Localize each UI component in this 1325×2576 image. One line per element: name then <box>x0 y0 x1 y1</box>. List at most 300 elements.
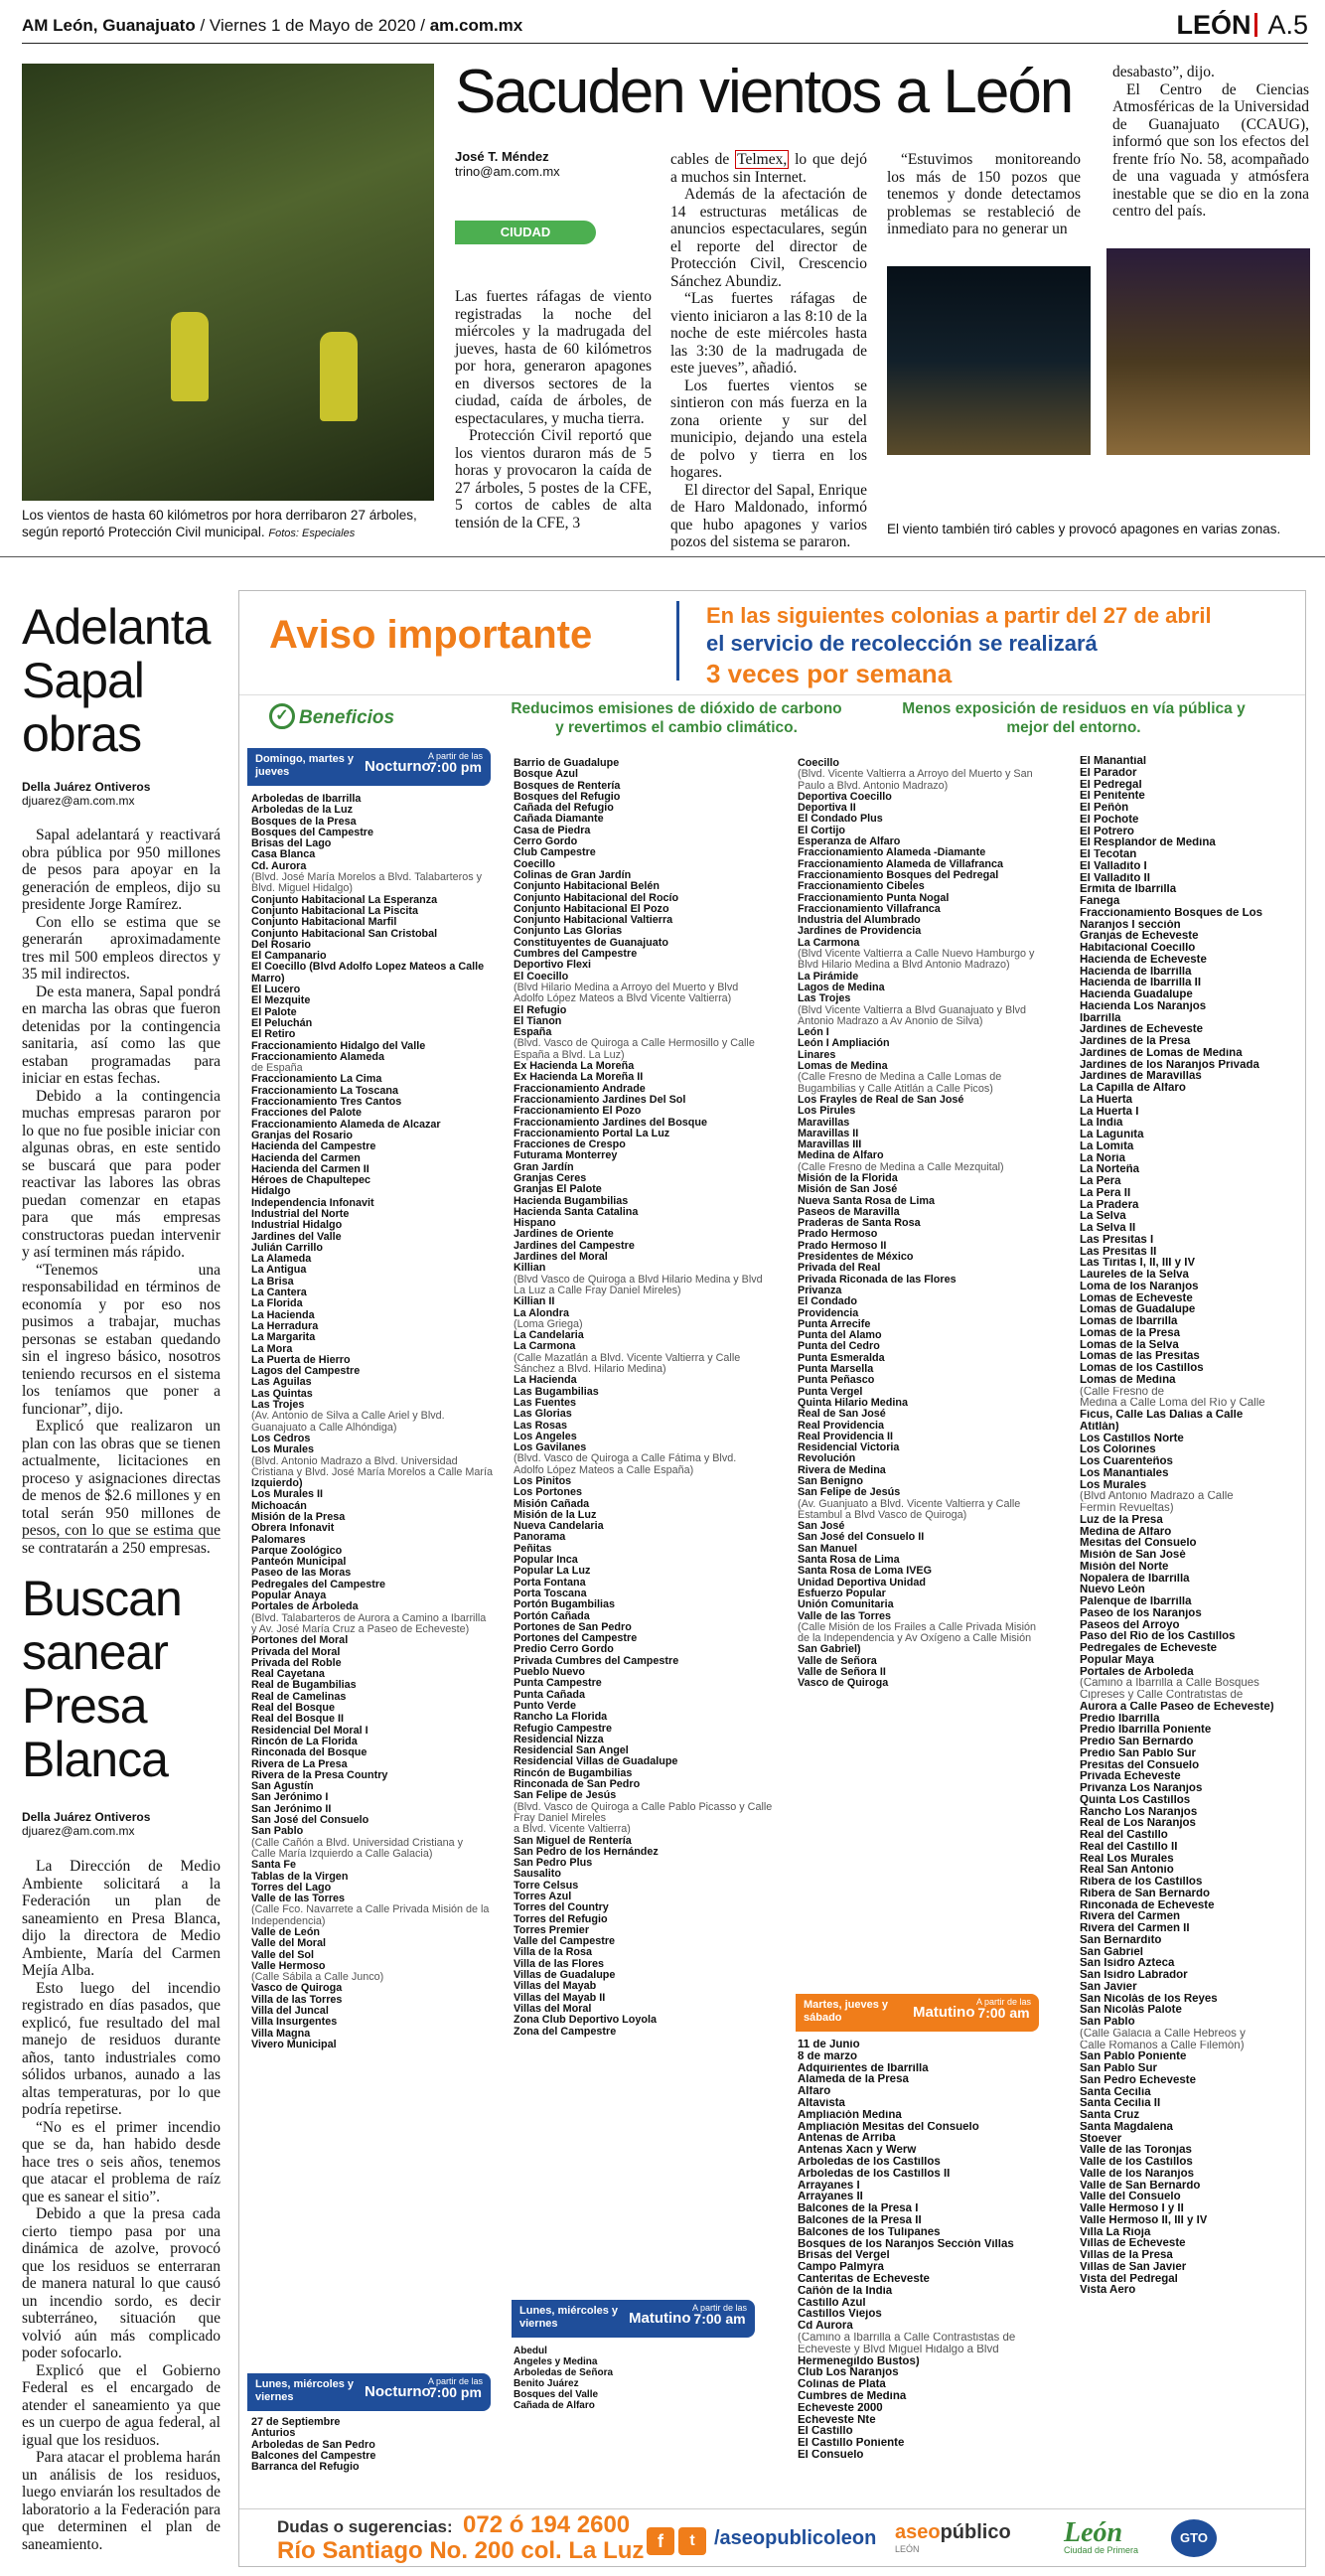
colonia-item: Bosques de Rentería <box>514 780 621 792</box>
colonia-item: Lomas de Medina <box>1080 1374 1176 1386</box>
colonia-item: Santa Magdalena <box>1080 2121 1173 2133</box>
colonia-item: La Carmona <box>798 937 860 949</box>
colonia-item: Pedregales del Campestre <box>251 1579 386 1591</box>
colonia-item: Residencial Villas de Guadalupe <box>514 1756 678 1768</box>
colonia-item: Industrial del Norte <box>251 1208 350 1220</box>
colonia-item: El Peluchán <box>251 1017 313 1029</box>
colonias-list <box>251 2417 502 2473</box>
night-street-photo <box>887 266 1091 455</box>
colonia-item: (Loma Griega) <box>514 1318 583 1330</box>
colonia-item: Los Murales <box>251 1444 314 1456</box>
colonia-item: El Campanario <box>251 951 327 963</box>
colonia-item: Héroes de Chapultepec <box>251 1175 370 1187</box>
colonia-item: Torres Premier <box>514 1924 590 1936</box>
colonia-item: Rivera del Carmen II <box>1080 1923 1190 1934</box>
colonia-item: Privada Riconada de las Flores <box>798 1274 957 1286</box>
issue-date: Viernes 1 de Mayo de 2020 <box>209 16 416 35</box>
colonia-item: El Potrero <box>1080 826 1134 837</box>
colonia-item: Hacienda Santa Catalina <box>514 1206 639 1218</box>
colonia-item: El Condado Plus <box>798 814 883 826</box>
colonia-item: Industrial Hidalgo <box>251 1220 343 1232</box>
colonia-item: El Mezquite <box>251 995 311 1007</box>
author-name: José T. Méndez <box>455 149 549 164</box>
colonia-item: Fraccionamiento Jardines Del Sol <box>514 1094 686 1106</box>
colonia-item: Conjunto Habitacional Belén <box>514 881 660 893</box>
photo-caption: Los vientos de hasta 60 kilómetros por hora derribaron 27 árboles, según reportó Protección Civil municipal. Fotos: Especiales <box>22 508 417 539</box>
story-body: Sapal adelantará y reactivará obra pública por 950 millones de pesos para apoyar en la generación de empleos, dijo su presidente Jorge Ramírez. Con ello se estima que se generarán aproximadamente tres mil 500 empleos directos y 35 mil indirectos. De esta manera, Sapal pondrá en marcha las obras que fueron detenidas por la contingencia sanitaria, así como las que estaban programadas para iniciar en estas fechas. Debido a la contingencia muchas empresas pararon por lo que no fue posible iniciar con algunas obras, en este sentido se buscará que para poder reactivar las labores las obras puedan comenzar en etapas para que más empresas constructoras puedan intervenir y así terminen más rápido. “Tenemos una responsabilidad en términos de economía y por eso nos pusimos a trabajar, muchas personas se estaban quedando sin el ingreso básico, nosotros teniendo recursos en el sistema los teníamos que poner a funcionar”, dijo. Explicó que realizaron un plan con las obras que se tienen actualmente, licitaciones en proceso y asignaciones directas de menos de $2.6 millones y en total serán 950 millones de pesos, con lo que se estima que se contratarán a 250 empresas. <box>22 827 221 1557</box>
colonia-item: (Blvd Vicente Valtierra a Calle Nuevo Hamburgo y <box>798 949 1035 961</box>
colonia-item: Rivera del Carmen <box>1080 1911 1180 1923</box>
colonia-item: Quinta Los Castillos <box>1080 1794 1191 1806</box>
colonia-item: Villa del Juncal <box>251 2006 329 2018</box>
section-tag: CIUDAD <box>455 221 596 244</box>
colonia-item: Ampliación Medina <box>798 2109 902 2121</box>
colonia-item: Fraccionamiento Tres Cantos <box>251 1097 402 1109</box>
check-icon: ✓ <box>269 703 295 729</box>
contact-address: Río Santiago No. 200 col. La Luz <box>277 2537 645 2564</box>
colonia-item: Real Cayetana <box>251 1669 325 1681</box>
colonia-item: 8 de marzo <box>798 2050 858 2062</box>
colonia-item: Maravillas II <box>798 1128 859 1139</box>
colonia-item: Lomas de los Castillos <box>1080 1363 1204 1374</box>
colonia-item: Misión Cañada <box>514 1498 590 1510</box>
colonia-item: Unidad Deportiva Unidad <box>798 1577 926 1589</box>
colonia-item: Balcones de la Presa I <box>798 2203 919 2215</box>
colonia-item: (Blvd. Antonio Madrazo a Blvd. Universidad <box>251 1455 458 1467</box>
colonia-item: Praderas de Santa Rosa <box>798 1218 921 1230</box>
colonia-item: León I Ampliación <box>798 1038 890 1050</box>
colonia-item: El Castillo Poniente <box>798 2438 905 2450</box>
colonia-item: Lomas de Ibarrilla <box>1080 1316 1178 1327</box>
colonia-item: San Benigno <box>798 1476 863 1487</box>
colonia-item: Independencia) <box>251 1915 326 1927</box>
colonia-item: Fraccionamiento Jardines del Bosque <box>514 1117 707 1129</box>
colonia-item: La India <box>1080 1118 1123 1130</box>
colonia-item: Residencial Victoria <box>798 1442 900 1454</box>
colonia-item: Industria del Alumbrado <box>798 915 921 927</box>
ad-title: Aviso importante <box>269 613 593 657</box>
colonia-item: Villa de la Rosa <box>514 1947 593 1959</box>
colonia-item: San José <box>798 1521 845 1533</box>
colonia-item: Cipreses y Calle Contratistas de <box>1080 1690 1244 1701</box>
colonia-item: Cd Aurora <box>798 2321 853 2333</box>
colonia-item: Arrayanes II <box>798 2192 863 2203</box>
colonia-item: Villa Magna <box>251 2028 311 2040</box>
colonia-item: Jardines de Oriente <box>514 1229 614 1241</box>
schedule-badge: Martes, jueves y sábado Matutino A partir de las 7:00 am <box>796 1994 1039 2032</box>
colonia-item: Fraccionamiento Alameda de Villafranca <box>798 858 1004 870</box>
colonia-item: La Hacienda <box>514 1375 577 1387</box>
colonia-item: Rivera de La Presa <box>251 1758 348 1770</box>
colonia-item: Mesitas del Consuelo <box>1080 1538 1197 1550</box>
colonia-item: Conjunto Habitacional San Cristobal <box>251 928 438 940</box>
colonia-item: La Brisa <box>251 1276 294 1288</box>
colonia-item: Maravillas III <box>798 1139 862 1151</box>
colonia-item: Lomas de las Presitas <box>1080 1351 1200 1363</box>
colonia-item: Vista Aero <box>1080 2285 1136 2297</box>
colonia-item: (Camino a Ibarrilla a Calle Bosques <box>1080 1678 1259 1690</box>
colonia-item: La Pirámide <box>798 971 859 983</box>
colonia-item: Izquierdo) <box>251 1478 303 1490</box>
colonia-item: La Herradura <box>251 1320 319 1332</box>
colonia-item: Valle de León <box>251 1926 321 1938</box>
colonia-item: Real Los Murales <box>1080 1853 1174 1865</box>
colonia-item: Portón Cañada <box>514 1610 590 1622</box>
colonia-item: La Pradera <box>1080 1199 1139 1211</box>
colonia-item: Conjunto Habitacional Valtierra <box>514 915 673 927</box>
colonia-item: Rinconada de San Pedro <box>514 1779 641 1791</box>
colonia-item: Real del Castillo <box>1080 1830 1168 1841</box>
colonia-item: Los Gavilanes <box>514 1442 587 1454</box>
colonia-item: Fray Daniel Mireles <box>514 1812 606 1824</box>
colonia-item: Blvd Hilario Medina a Blvd Antonio Madrazo) <box>798 960 1010 972</box>
colonia-item: (Calle Fresno de <box>1080 1386 1165 1398</box>
colonia-item: Santa Cecilia <box>1080 2086 1151 2098</box>
colonia-item: Constituyentes de Guanajuato <box>514 937 668 949</box>
colonia-item: El Castillo <box>798 2426 853 2438</box>
colonia-item: La Florida <box>251 1298 303 1310</box>
colonia-item: Panteón Municipal <box>251 1557 347 1569</box>
colonia-item: Bosques del Valle <box>514 2389 599 2400</box>
colonia-item: Prado Hermoso II <box>798 1240 887 1252</box>
colonia-item: Arboledas de San Pedro <box>251 2439 375 2451</box>
colonia-item: Valle del Moral <box>251 1938 327 1950</box>
colonia-item: Ficus, Calle Las Dalias a Calle <box>1080 1410 1244 1421</box>
colonia-item: Hispano <box>514 1218 556 1230</box>
colonia-item: Vivero Municipal <box>251 2039 337 2050</box>
colonia-item: Benito Juárez <box>514 2378 579 2389</box>
article-column-2: cables de Telmex, lo que dejó a muchos sin Internet. Además de la afectación de 14 estructuras metálicas de anuncios espectaculares, según el reporte del director de Protección Civil, Crescencio Sánchez Abundiz. “Las fuertes ráfagas de viento iniciaron a las 8:10 de la noche de este miércoles hasta las 3:30 de la madrugada de este jueves”, añadió. Los fuertes vientos se sintieron con más fuerza en la zona oriente y sur del municipio, dejando una estela de polvo y tierra en los hogares. El director del Sapal, Enrique de Haro Maldonado, informó que hubo apagones y varios pozos del sistema se pararon. <box>670 151 867 550</box>
colonia-item: Julián Carrillo <box>251 1242 323 1254</box>
colonia-item: Real del Bosque II <box>251 1714 344 1726</box>
colonia-item: Naranjos I sección <box>1080 919 1181 931</box>
colonia-item: San Felipe de Jesús <box>798 1487 901 1499</box>
colonia-item: Portón Bugambilias <box>514 1599 615 1611</box>
colonia-item: San Gabriel) <box>798 1644 861 1656</box>
colonia-item: Rivera de Medina <box>798 1464 886 1476</box>
colonia-item: El Valladito II <box>1080 872 1150 884</box>
colonia-item: Privada del Real <box>798 1263 881 1275</box>
colonia-item: Villas del Moral <box>514 2003 592 2015</box>
colonia-item: Las Presitas I <box>1080 1234 1154 1246</box>
section-name: LEÓN <box>1176 10 1251 40</box>
colonia-item: La Lomita <box>1080 1140 1134 1152</box>
colonia-item: Torres del Refugio <box>514 1913 608 1925</box>
colonia-item: San José del Consuelo <box>251 1815 369 1827</box>
ad-header <box>239 591 1305 694</box>
colonia-item: San Pedro Echeveste <box>1080 2074 1196 2086</box>
colonia-item: Ampliación Mesitas del Consuelo <box>798 2121 979 2133</box>
colonia-item: Residencial San Ángel <box>514 1745 629 1757</box>
tree-workers-photo <box>22 64 434 501</box>
colonia-item: Loma de los Naranjos <box>1080 1281 1199 1292</box>
colonia-item: Paso del Río de los Castillos <box>1080 1631 1236 1643</box>
colonia-item: El Tecotan <box>1080 849 1137 860</box>
worker-figure <box>171 312 209 401</box>
colonia-item: Jardines de la Presa <box>1080 1036 1191 1047</box>
ad-footer <box>239 2508 1305 2566</box>
colonia-item: Lagos de Medina <box>798 982 885 993</box>
colonia-item: San Miguel de Rentería <box>514 1835 632 1847</box>
colonia-item: Portales de Arboleda <box>251 1601 359 1613</box>
colonia-item: San Pedro Plus <box>514 1858 593 1870</box>
colonia-item: La Hacienda <box>251 1309 315 1321</box>
colonia-item: San Manuel <box>798 1543 857 1555</box>
colonia-item: Punta del Álamo <box>798 1330 882 1342</box>
colonia-item: Ex Hacienda La Moreña II <box>514 1072 644 1084</box>
colonia-item: Porta Toscana <box>514 1588 587 1599</box>
colonia-item: Torres Azul <box>514 1891 572 1902</box>
colonia-item: El Consuelo <box>798 2449 864 2461</box>
colonia-item: Conjunto Las Glorias <box>514 926 623 938</box>
colonia-item: Fraccionamiento La Toscana <box>251 1085 398 1097</box>
colonia-item: Valle de las Torres <box>798 1610 892 1622</box>
colonia-item: Predio San Bernardo <box>1080 1737 1194 1747</box>
colonia-item: Calle Romanos a Calle Filemón) <box>1080 2040 1245 2051</box>
colonia-item: La Capilla de Alfaro <box>1080 1083 1186 1094</box>
colonia-item: Real Providencia II <box>798 1431 894 1442</box>
colonia-item: Privanza <box>798 1285 842 1296</box>
colonia-item: Jardines de Lomas de Medina <box>1080 1047 1243 1059</box>
colonia-item: Porta Fontana <box>514 1577 586 1589</box>
colonia-item: Anturios <box>251 2428 296 2440</box>
colonia-item: Fermín Revueltas) <box>1080 1503 1174 1514</box>
colonia-item: Conjunto Habitacional La Esperanza <box>251 894 438 906</box>
colonia-item: Habitacional Coecillo <box>1080 943 1196 954</box>
colonia-item: Esperanza de Alfaro <box>798 836 901 848</box>
colonia-item: Deportiva II <box>798 803 856 815</box>
colonia-item: Misión del Norte <box>1080 1561 1169 1573</box>
colonia-item: Deportivo Flexi <box>514 960 591 972</box>
colonia-item: Fraccionamiento El Pozo <box>514 1106 642 1118</box>
colonia-item: Stoever <box>1080 2133 1122 2145</box>
colonia-item: (Blvd. Vasco de Quiroga a Calle Hermosillo y Calle <box>514 1038 755 1050</box>
colonia-item: Misión de la Presa <box>251 1512 346 1523</box>
colonia-item: Guanajuato a Calle Alhóndiga) <box>251 1422 397 1434</box>
colonia-item: Cañada Diamante <box>514 814 604 826</box>
colonia-item: Fraccionamiento Villafranca <box>798 903 941 915</box>
colonia-item: Real Providencia <box>798 1420 885 1432</box>
colonia-item: El Coecillo (Blvd Adolfo Lopez Mateos a Calle <box>251 962 485 974</box>
colonia-item: Canteritas de Echeveste <box>798 2273 930 2285</box>
colonia-item: Fraccionamiento Bosques del Pedregal <box>798 869 999 881</box>
colonia-item: Club Campestre <box>514 847 596 859</box>
colonia-item: Portones del Campestre <box>514 1633 638 1645</box>
colonia-item: Paseo de las Moras <box>251 1568 352 1580</box>
colonia-item: a Blvd. Vicente Valtierra) <box>514 1824 631 1836</box>
colonia-item: Lomas de Echeveste <box>1080 1292 1193 1304</box>
colonia-item: Punta Marsella <box>798 1364 874 1376</box>
colonia-item: Rincón de La Florida <box>251 1736 358 1747</box>
colonia-item: Medina de Alfaro <box>1080 1526 1172 1538</box>
colonia-item: Privada del Moral <box>251 1646 341 1658</box>
colonia-item: Misión de San José <box>798 1184 898 1196</box>
telmex-highlight: Telmex, <box>737 151 788 168</box>
colonia-item: Santa Cecilia II <box>1080 2098 1161 2110</box>
colonia-item: Michoacán <box>251 1500 307 1512</box>
divider <box>0 556 1325 557</box>
colonia-item: (Blvd Vasco de Quiroga a Blvd Hilario Medina y Blvd <box>514 1274 763 1286</box>
colonia-item: Fracciones del Palote <box>251 1108 363 1120</box>
colonia-item: San Isidro Labrador <box>1080 1970 1188 1981</box>
colonia-item: Jardines de Providencia <box>798 926 922 938</box>
colonia-item: Hidalgo <box>251 1186 291 1198</box>
colonia-item: La Margarita <box>251 1332 316 1344</box>
colonia-item: Ermita de Ibarrilla <box>1080 884 1177 896</box>
colonia-item: Angeles y Medina <box>514 2356 598 2367</box>
colonia-item: Hacienda Bugambilias <box>514 1195 629 1207</box>
colonia-item: Valle Hermoso I y II <box>1080 2203 1184 2214</box>
page-number: A.5 <box>1267 10 1308 40</box>
colonia-item: Arboledas de Señora <box>514 2367 614 2378</box>
colonia-item: Las Quintas <box>251 1388 313 1400</box>
colonia-item: 11 de Junio <box>798 2040 860 2050</box>
colonia-item: Punta Arrecife <box>798 1318 871 1330</box>
colonia-item: La Lagunita <box>1080 1130 1144 1140</box>
colonia-item: Balcones del Campestre <box>251 2450 376 2462</box>
colonia-item: Medina a Calle Loma del Río y Calle <box>1080 1398 1265 1410</box>
colonia-item: Adquirientes de Ibarrilla <box>798 2062 929 2074</box>
gto-logo: GTO <box>1171 2519 1217 2557</box>
colonia-item: Fraccionamiento Punta Nogal <box>798 892 950 904</box>
colonia-item: Hacienda del Carmen <box>251 1152 361 1164</box>
colonia-item: La Noria <box>1080 1152 1126 1164</box>
colonia-item: Fraccionamiento Portal La Luz <box>514 1128 670 1139</box>
colonia-item: Fraccionamiento Andrade <box>514 1083 646 1095</box>
colonia-item: Punta del Cedro <box>798 1341 880 1353</box>
colonias-list <box>251 794 502 2050</box>
colonia-item: Altavista <box>798 2097 845 2109</box>
colonia-item: Zona del Campestre <box>514 2026 617 2038</box>
colonia-item: de la Independencia y Av Oxígeno a Calle Misión <box>798 1633 1032 1645</box>
colonia-item: Killian <box>514 1263 546 1275</box>
colonia-item: Casa de Piedra <box>514 825 591 836</box>
colonia-item: (Blvd. Vicente Valtierra a Arroyo del Muerto y San <box>798 769 1033 781</box>
colonia-item: Fraccionamiento Bosques de Los <box>1080 907 1263 919</box>
page-header <box>22 8 1308 44</box>
colonia-item: Antenas de Arriba <box>798 2133 896 2145</box>
colonia-item: Valle de San Bernardo <box>1080 2180 1201 2192</box>
colonia-item: Bosques de los Naranjos Sección Villas <box>798 2238 1014 2250</box>
colonia-item: Valle de Señora <box>798 1655 877 1667</box>
colonia-item: Punta Cañada <box>514 1689 585 1701</box>
colonia-item: Los Portones <box>514 1487 582 1499</box>
colonias-list <box>514 2346 780 2411</box>
colonia-item: (Calle Mazatlán a Blvd. Vicente Valtierra y Calle <box>514 1352 741 1364</box>
colonia-item: Fraccionamiento Cibeles <box>798 881 925 893</box>
colonias-list <box>798 758 1064 1690</box>
colonia-item: Los Murales <box>1080 1479 1147 1491</box>
colonia-item: Arboledas de la Luz <box>251 805 353 817</box>
colonia-item: Nueva Santa Rosa de Lima <box>798 1195 936 1207</box>
colonia-item: Santa Rosa de Lima <box>798 1555 900 1567</box>
colonia-item: El Valladito I <box>1080 860 1147 872</box>
colonia-item: Valle de los Naranjos <box>1080 2168 1195 2180</box>
colonia-item: Hacienda del Carmen II <box>251 1163 369 1175</box>
colonia-item: Del Rosario <box>251 939 311 951</box>
colonia-item: Valle del Consuelo <box>1080 2192 1181 2203</box>
colonia-item: Unión Comunitaria <box>798 1599 894 1611</box>
colonia-item: El Pochote <box>1080 814 1139 826</box>
colonia-item: Predio Cerro Gordo <box>514 1644 614 1656</box>
schedule-badge: Lunes, miércoles y viernes Matutino A partir de las 7:00 am <box>512 2300 755 2338</box>
colonia-item: Real de Los Naranjos <box>1080 1818 1196 1830</box>
colonia-item: (Calle Sábila a Calle Junco) <box>251 1972 384 1984</box>
colonia-item: Santa Rosa de Loma IVEG <box>798 1566 932 1578</box>
contact-phone: 072 ó 194 2600 <box>463 2511 631 2538</box>
colonia-item: Adolfo López Mateos a Calle España) <box>514 1464 694 1476</box>
colonia-item: Punta Vergel <box>798 1386 863 1398</box>
colonia-item: Privada Echeveste <box>1080 1771 1181 1783</box>
colonia-item: Las Águilas <box>251 1377 312 1389</box>
colonia-item: El Coecillo <box>514 971 569 983</box>
colonia-item: Blvd. Miguel Hidalgo) <box>251 883 354 895</box>
colonia-item: Club Los Naranjos <box>798 2367 899 2379</box>
colonia-item: Casa Blanca <box>251 849 316 861</box>
colonia-item: San Jerónimo II <box>251 1803 332 1815</box>
story-headline: Buscan sanear Presa Blanca <box>22 1571 182 1787</box>
colonia-item: Santa Fe <box>251 1860 297 1872</box>
colonia-item: Portones del Moral <box>251 1635 349 1647</box>
ad-line-1: En las siguientes colonias a partir del 27 de abril <box>706 603 1212 628</box>
colonia-item: (Av. Antonio de Silva a Calle Ariel y Blvd. <box>251 1411 445 1423</box>
section-divider <box>1254 13 1257 37</box>
colonia-item: La Alondra <box>514 1307 569 1319</box>
colonia-item: Balcones de los Tulipanes <box>798 2226 941 2238</box>
colonia-item: Fraccionamiento La Cima <box>251 1074 382 1086</box>
colonia-item: Gran Jardín <box>514 1161 574 1173</box>
divider <box>22 1538 221 1539</box>
night-pole-photo <box>1106 248 1310 455</box>
colonia-item: Jardines de Echeveste <box>1080 1024 1204 1036</box>
colonia-item: España a Blvd. La Luz) <box>514 1049 625 1061</box>
colonia-item: Las Bugambilias <box>514 1386 599 1398</box>
colonia-item: La Carmona <box>514 1341 576 1353</box>
colonia-item: Fanega <box>1080 896 1120 907</box>
colonia-item: (Blvd. Vasco de Quiroga a Calle Pablo Picasso y Calle <box>514 1801 773 1813</box>
header-right <box>1176 10 1308 41</box>
colonia-item: Pueblo Nuevo <box>514 1667 585 1679</box>
colonia-item: Las Glorias <box>514 1409 572 1421</box>
colonia-item: Conjunto Habitacional Marfil <box>251 917 397 929</box>
colonia-item: Lomas de Guadalupe <box>1080 1304 1196 1316</box>
colonia-item: Bosques del Campestre <box>251 827 374 838</box>
schedule-badge: Domingo, martes y jueves Nocturno A partir de las 7:00 pm <box>247 748 491 786</box>
colonia-item: de España <box>251 1063 303 1075</box>
colonia-item: La Cantera <box>251 1288 307 1299</box>
collection-notice-ad <box>238 590 1306 2567</box>
colonia-item: Predio Ibarrilla Poniente <box>1080 1725 1212 1737</box>
colonia-item: Killian II <box>514 1296 555 1308</box>
colonia-item: Ibarrilla <box>1080 1012 1121 1024</box>
photo-credit: Fotos: Especiales <box>268 528 356 539</box>
colonia-item: San Nicolás Palote <box>1080 2005 1182 2017</box>
colonia-item: Barranca del Refugio <box>251 2462 360 2474</box>
colonia-item: Villa La Rioja <box>1080 2226 1151 2238</box>
colonia-item: Parque Zoológico <box>251 1545 343 1557</box>
colonia-item: Rincón de Bugambilias <box>514 1767 633 1779</box>
colonia-item: Villas de la Presa <box>1080 2250 1173 2261</box>
colonia-item: Atitlán) <box>1080 1421 1119 1433</box>
colonia-item: Nuevo León <box>1080 1585 1145 1596</box>
colonia-item: La Candelaria <box>514 1330 584 1342</box>
colonia-item: Rivera de la Presa Country <box>251 1769 388 1781</box>
colonia-item: Granjas de Echeveste <box>1080 931 1199 943</box>
colonia-item: San Gabriel <box>1080 1946 1143 1958</box>
colonia-item: Privanza Los Naranjos <box>1080 1783 1203 1794</box>
colonia-item: Echeveste Nte <box>798 2414 876 2426</box>
colonia-item: Castillos Viejos <box>798 2309 882 2321</box>
